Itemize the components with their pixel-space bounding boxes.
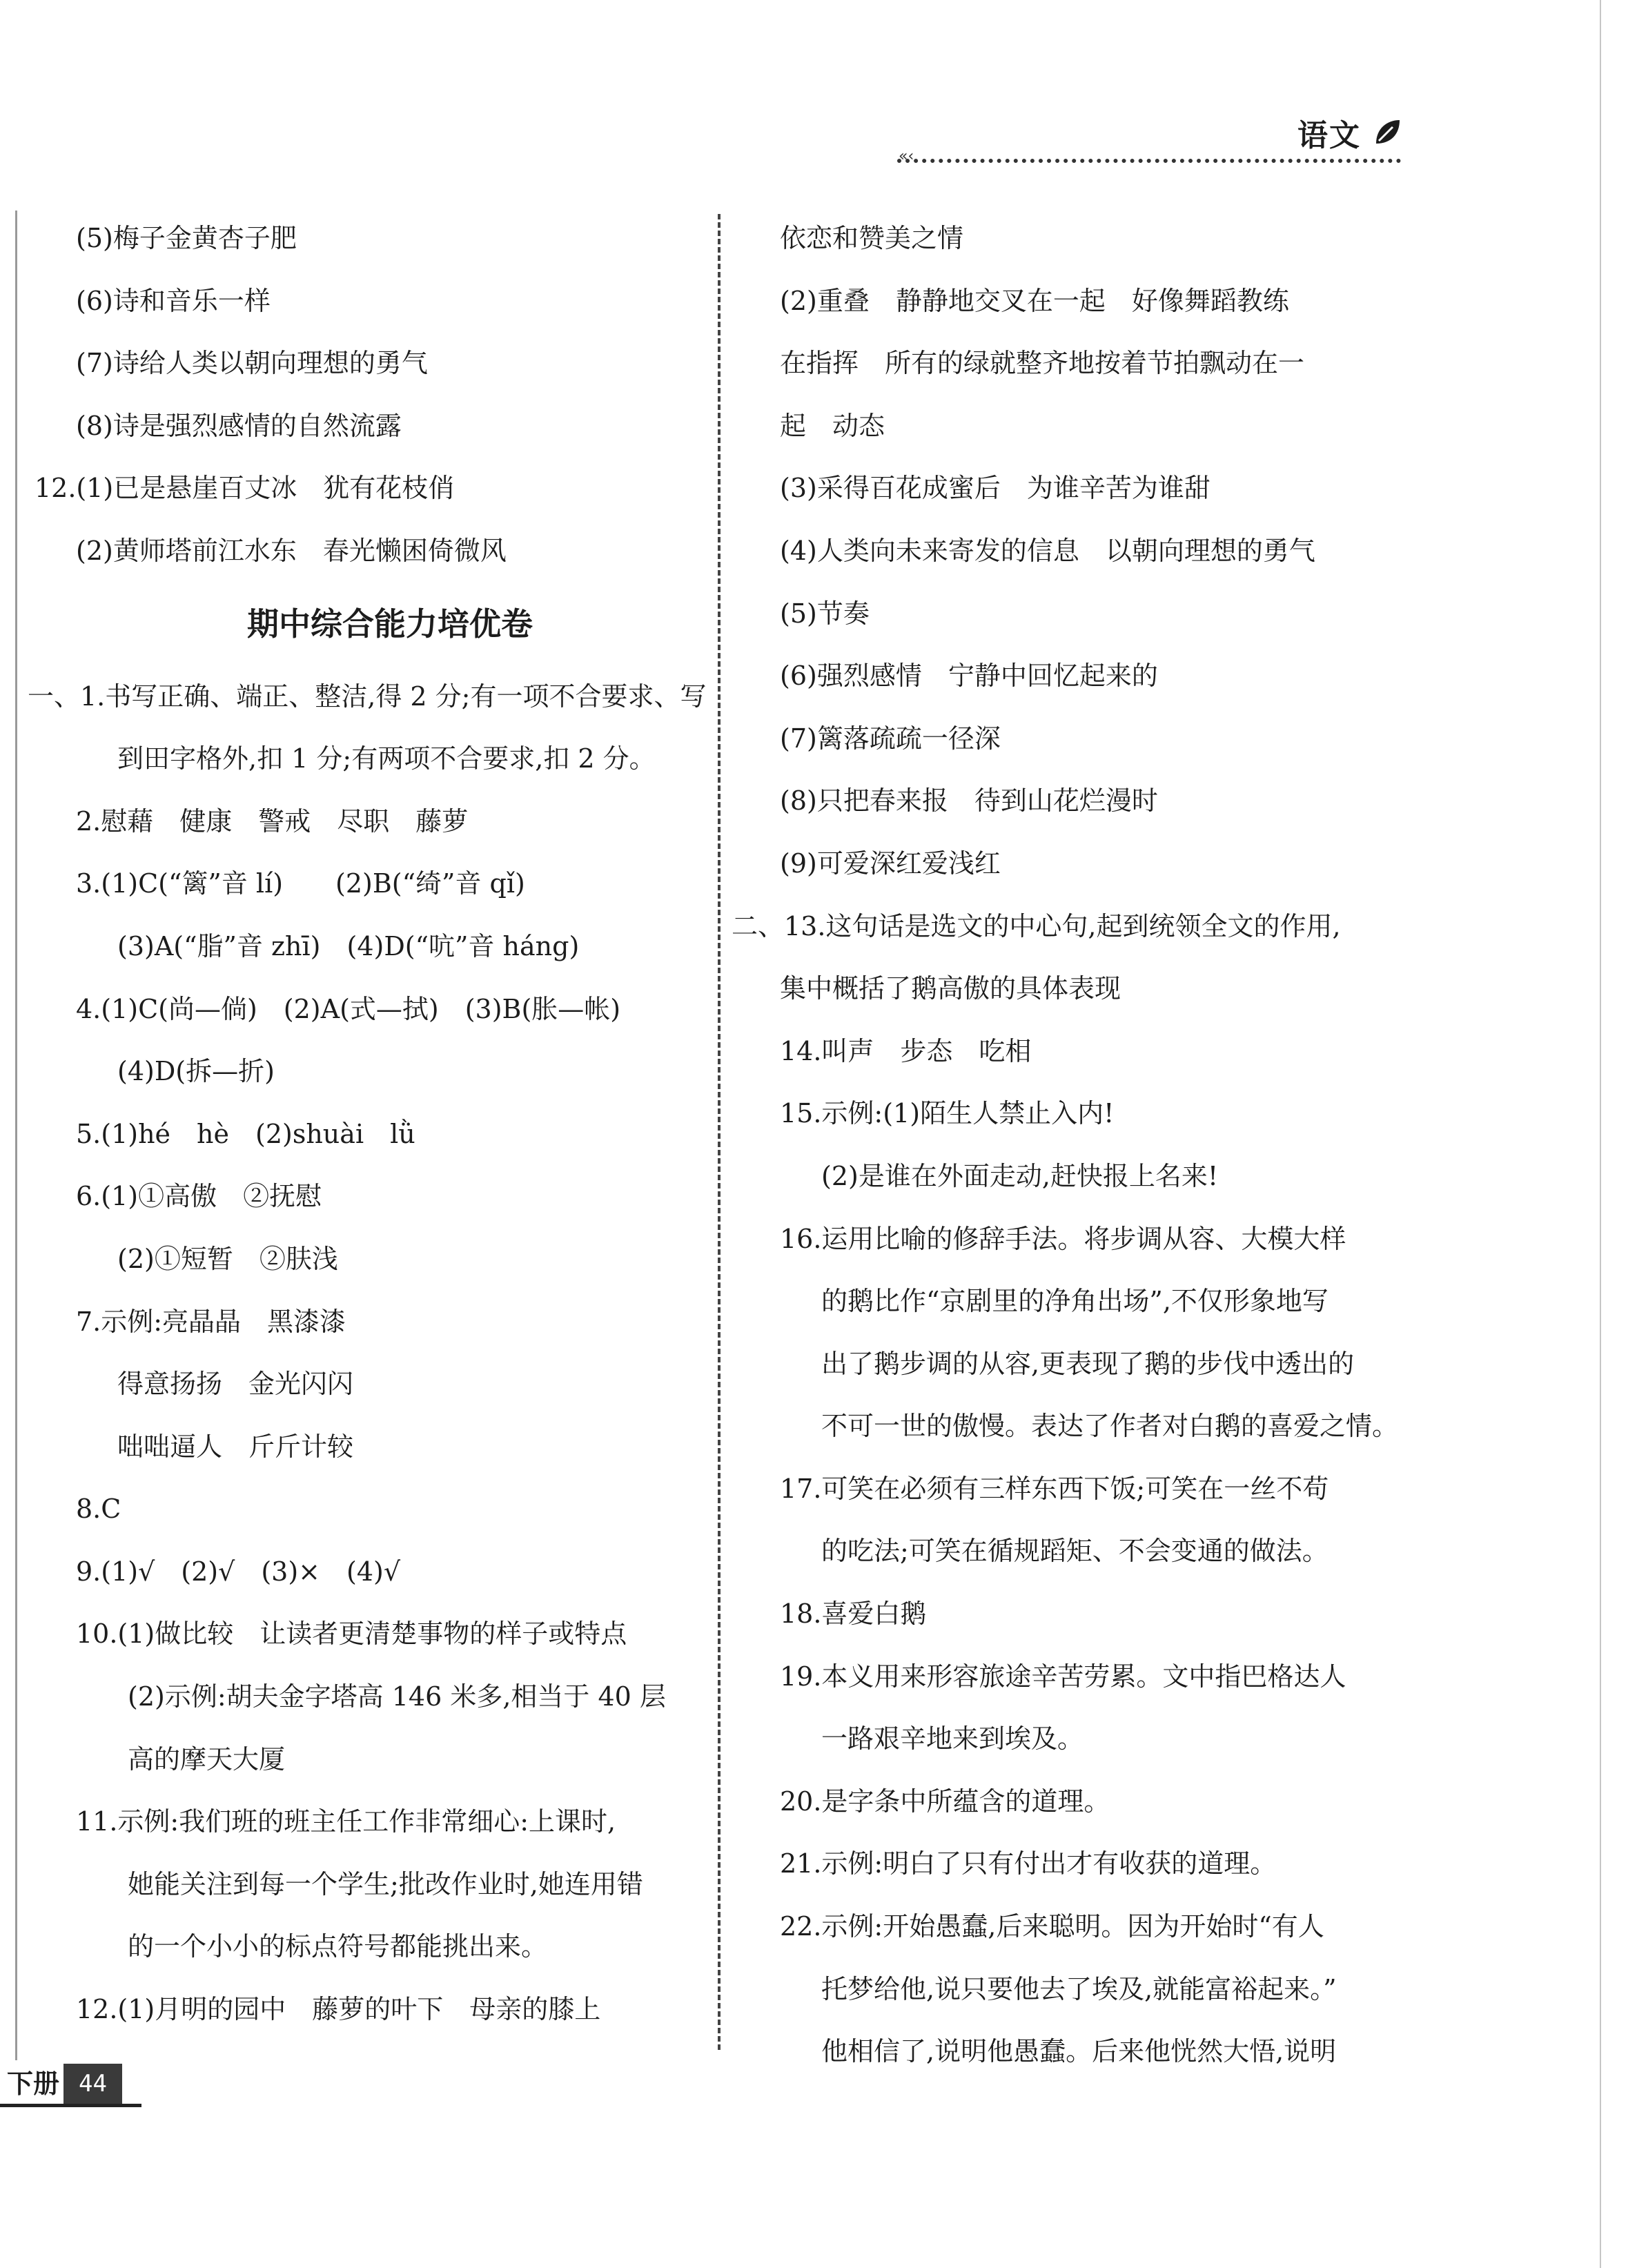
answer-line: (6)强烈感情 宁静中回忆起来的 xyxy=(780,661,1158,692)
header-dotted-rule xyxy=(897,159,1401,163)
answer-line: 21.示例:明白了只有付出才有收获的道理。 xyxy=(780,1848,1277,1879)
column-divider xyxy=(718,214,721,2050)
answer-line: 19.本义用来形容旅途辛苦劳累。文中指巴格达人 xyxy=(780,1661,1346,1692)
answer-line: (4)人类向未来寄发的信息 以朝向理想的勇气 xyxy=(780,535,1315,566)
answer-line: (3)A(“脂”音 zhī) (4)D(“吭”音 háng) xyxy=(117,930,580,961)
volume-label: 下册 xyxy=(7,2069,60,2099)
answer-line: 22.示例:开始愚蠢,后来聪明。因为开始时“有人 xyxy=(780,1911,1324,1942)
answer-line: (5)梅子金黄杏子肥 xyxy=(76,223,297,253)
answer-line: 的一个小小的标点符号都能挑出来。 xyxy=(128,1931,548,1962)
answer-line: (2)①短暂 ②肤浅 xyxy=(117,1243,338,1274)
answer-line: 12.(1)已是悬崖百丈冰 犹有花枝俏 xyxy=(35,473,455,504)
answer-line: 一、1.书写正确、端正、整洁,得 2 分;有一项不合要求、写 xyxy=(28,681,707,712)
answer-line: 起 动态 xyxy=(780,410,885,441)
answer-line: (2)重叠 静静地交叉在一起 好像舞蹈教练 xyxy=(780,285,1289,316)
answer-line: 17.可笑在必须有三样东西下饭;可笑在一丝不苟 xyxy=(780,1473,1329,1504)
answer-line: (3)采得百花成蜜后 为谁辛苦为谁甜 xyxy=(780,473,1210,504)
answer-line: 她能关注到每一个学生;批改作业时,她连用错 xyxy=(128,1868,643,1899)
section-title: 期中综合能力培优卷 xyxy=(247,605,533,643)
answer-line: 14.叫声 步态 吃相 xyxy=(780,1035,1032,1066)
decorative-arrows-icon: «‹ xyxy=(899,148,914,165)
answer-line: 6.(1)①高傲 ②抚慰 xyxy=(76,1181,322,1212)
answer-line: 18.喜爱白鹅 xyxy=(780,1599,927,1630)
answer-line: 8.C xyxy=(76,1494,121,1525)
answer-line: 10.(1)做比较 让读者更清楚事物的样子或特点 xyxy=(76,1619,627,1650)
answer-line: 12.(1)月明的园中 藤萝的叶下 母亲的膝上 xyxy=(76,1994,601,2025)
answer-line: 二、13.这句话是选文的中心句,起到统领全文的作用, xyxy=(732,910,1341,941)
answer-line: 2.慰藉 健康 警戒 尽职 藤萝 xyxy=(76,805,469,837)
page-number: 44 xyxy=(63,2064,122,2104)
answer-line: 的鹅比作“京剧里的净角出场”,不仅形象地写 xyxy=(821,1286,1329,1317)
answer-line: (2)是谁在外面走动,赶快报上名来! xyxy=(821,1160,1219,1191)
answer-line: 他相信了,说明他愚蠢。后来他恍然大悟,说明 xyxy=(821,2036,1337,2067)
answer-line: (9)可爱深红爱浅红 xyxy=(780,848,1001,879)
answer-line: 7.示例:亮晶晶 黑漆漆 xyxy=(76,1306,346,1337)
answer-line: 得意扬扬 金光闪闪 xyxy=(117,1369,354,1400)
right-column xyxy=(732,207,1422,2083)
answer-line: (6)诗和音乐一样 xyxy=(76,285,271,316)
answer-line: 的吃法;可笑在循规蹈矩、不会变通的做法。 xyxy=(821,1536,1329,1567)
leaf-icon xyxy=(1372,117,1402,148)
left-column xyxy=(28,207,711,2041)
answer-line: 咄咄逼人 斤斤计较 xyxy=(117,1431,354,1462)
answer-line: 3.(1)C(“篱”音 lí) (2)B(“绮”音 qǐ) xyxy=(76,868,525,899)
page-footer xyxy=(0,2064,141,2107)
answer-line: (2)示例:胡夫金字塔高 146 米多,相当于 40 层 xyxy=(128,1681,666,1712)
answer-line: 4.(1)C(尚—倘) (2)A(式—拭) (3)B(胀—帐) xyxy=(76,993,621,1024)
answer-line: (7)诗给人类以朝向理想的勇气 xyxy=(76,348,428,379)
answer-line: 高的摩天大厦 xyxy=(128,1743,286,1775)
answer-line: 16.运用比喻的修辞手法。将步调从容、大模大样 xyxy=(780,1223,1346,1254)
answer-line: 11.示例:我们班的班主任工作非常细心:上课时, xyxy=(76,1806,616,1837)
page-header xyxy=(1297,110,1402,155)
answer-line: 托梦给他,说只要他去了埃及,就能富裕起来。” xyxy=(821,1973,1337,2004)
answer-line: (2)黄师塔前江水东 春光懒困倚微风 xyxy=(76,535,507,566)
answer-line: 到田字格外,扣 1 分;有两项不合要求,扣 2 分。 xyxy=(117,743,656,774)
subject-label: 语文 xyxy=(1297,118,1361,153)
answer-line: 9.(1)√ (2)√ (3)× (4)√ xyxy=(76,1556,401,1587)
answer-line: 20.是字条中所蕴含的道理。 xyxy=(780,1786,1110,1817)
answer-line: 5.(1)hé hè (2)shuài lǜ xyxy=(76,1118,415,1149)
answer-line: 15.示例:(1)陌生人禁止入内! xyxy=(780,1098,1115,1129)
answer-line: 依恋和赞美之情 xyxy=(780,223,964,253)
answer-line: (4)D(拆—折) xyxy=(117,1056,275,1087)
answer-line: (7)篱落疏疏一径深 xyxy=(780,723,1001,754)
answer-line: (8)诗是强烈感情的自然流露 xyxy=(76,410,402,441)
answer-line: (8)只把春来报 待到山花烂漫时 xyxy=(780,785,1158,817)
answer-line: 一路艰辛地来到埃及。 xyxy=(821,1723,1084,1754)
right-edge-rule xyxy=(1600,0,1601,2268)
left-edge-rule xyxy=(15,211,17,2060)
answer-line: 在指挥 所有的绿就整齐地按着节拍飘动在一 xyxy=(780,348,1305,379)
answer-line: (5)节奏 xyxy=(780,598,870,629)
answer-line: 出了鹅步调的从容,更表现了鹅的步伐中透出的 xyxy=(821,1348,1355,1379)
answer-line: 不可一世的傲慢。表达了作者对白鹅的喜爱之情。 xyxy=(821,1411,1399,1442)
answer-line: 集中概括了鹅高傲的具体表现 xyxy=(780,973,1121,1004)
